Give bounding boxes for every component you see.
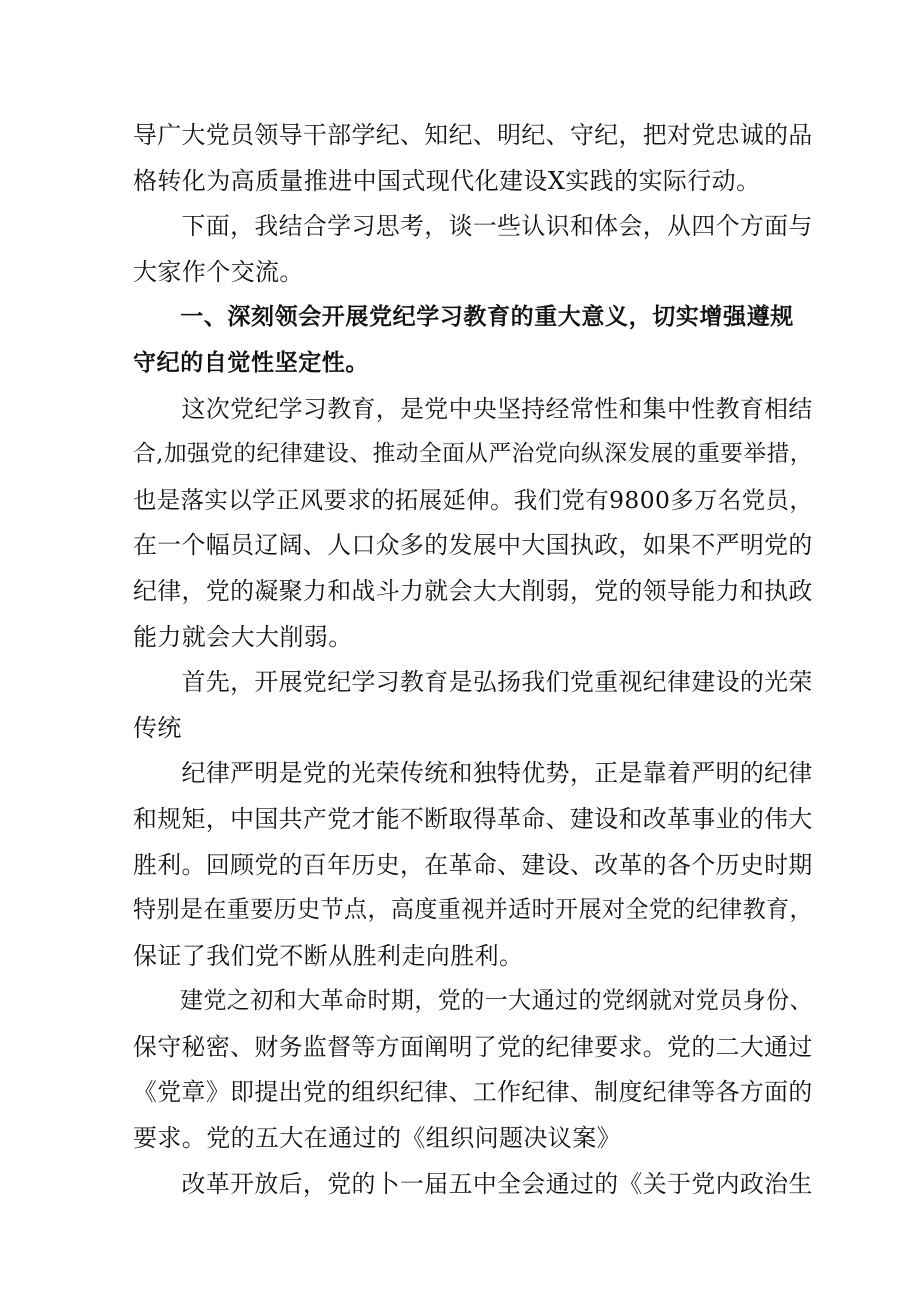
paragraph-founding-period bbox=[133, 979, 813, 1161]
text-line: 大家作个交流。 bbox=[133, 257, 304, 286]
text-line: 首先，开展党纪学习教育是弘扬我们党重视纪律建设的光荣 bbox=[133, 668, 813, 697]
paragraph-discipline-tradition bbox=[133, 751, 813, 979]
text-line: 这次党纪学习教育，是党中央坚持经常性和集中性教育相结 bbox=[133, 394, 813, 423]
text-line: 能力就会大大削弱。 bbox=[133, 622, 353, 651]
text-line: 也是落实以学正风要求的拓展延伸。我们党有9800多万名党员， bbox=[133, 485, 814, 514]
text-line: 纪律，党的凝聚力和战斗力就会大大削弱，党的领导能力和执政 bbox=[133, 576, 813, 605]
text-line: 合,加强党的纪律建设、推动全面从严治党向纵深发展的重要举措， bbox=[133, 441, 813, 468]
heading-line: 一、深刻领会开展党纪学习教育的重大意义，切实增强遵规 bbox=[133, 304, 794, 331]
text-line: 在一个幅员辽阔、人口众多的发展中大国执政，如果不严明党的 bbox=[133, 531, 813, 560]
text-line: 《党章》即提出党的组织纪律、工作纪律、制度纪律等各方面的 bbox=[133, 1078, 813, 1107]
text-line: 改革开放后，党的卜一届五中全会通过的《关于党内政治生 bbox=[133, 1169, 813, 1198]
text-line: 保守秘密、财务监督等方面阐明了党的纪律要求。党的二大通过 bbox=[133, 1032, 813, 1061]
text-line: 导广大党员领导干部学纪、知纪、明纪、守纪，把对党忠诚的品 bbox=[133, 121, 813, 149]
paragraph-first-point bbox=[133, 660, 813, 751]
document-body bbox=[133, 113, 814, 1207]
text-line: 要求。党的五大在通过的《组织问题决议案》 bbox=[133, 1124, 621, 1153]
section-heading-one bbox=[133, 295, 793, 386]
text-line: 纪律严明是党的光荣传统和独特优势，正是靠着严明的纪律 bbox=[133, 759, 813, 788]
text-line: 和规矩，中国共产党才能不断取得革命、建设和改革事业的伟大 bbox=[133, 804, 813, 833]
paragraph-education-significance bbox=[133, 387, 814, 661]
paragraph-reform-period bbox=[133, 1162, 813, 1208]
paragraph-exchange-intro bbox=[133, 204, 813, 295]
text-line: 胜利。回顾党的百年历史，在革命、建设、改革的各个历史时期 bbox=[133, 850, 813, 879]
paragraph-intro-continuation bbox=[133, 113, 813, 204]
text-line: 下面，我结合学习思考，谈一些认识和体会，从四个方面与 bbox=[133, 212, 813, 241]
text-line: 保证了我们党不断从胜利走向胜利。 bbox=[133, 941, 524, 970]
text-line: 传统 bbox=[133, 713, 182, 742]
text-line: 特别是在重要历史节点，高度重视并适时开展对全党的纪律教育， bbox=[133, 897, 813, 924]
text-line: 格转化为高质量推进中国式现代化建设X实践的实际行动。 bbox=[133, 166, 761, 195]
heading-line: 守纪的自觉性坚定性。 bbox=[133, 349, 369, 376]
text-line: 建党之初和大革命时期，党的一大通过的党纲就对党员身份、 bbox=[133, 988, 813, 1015]
